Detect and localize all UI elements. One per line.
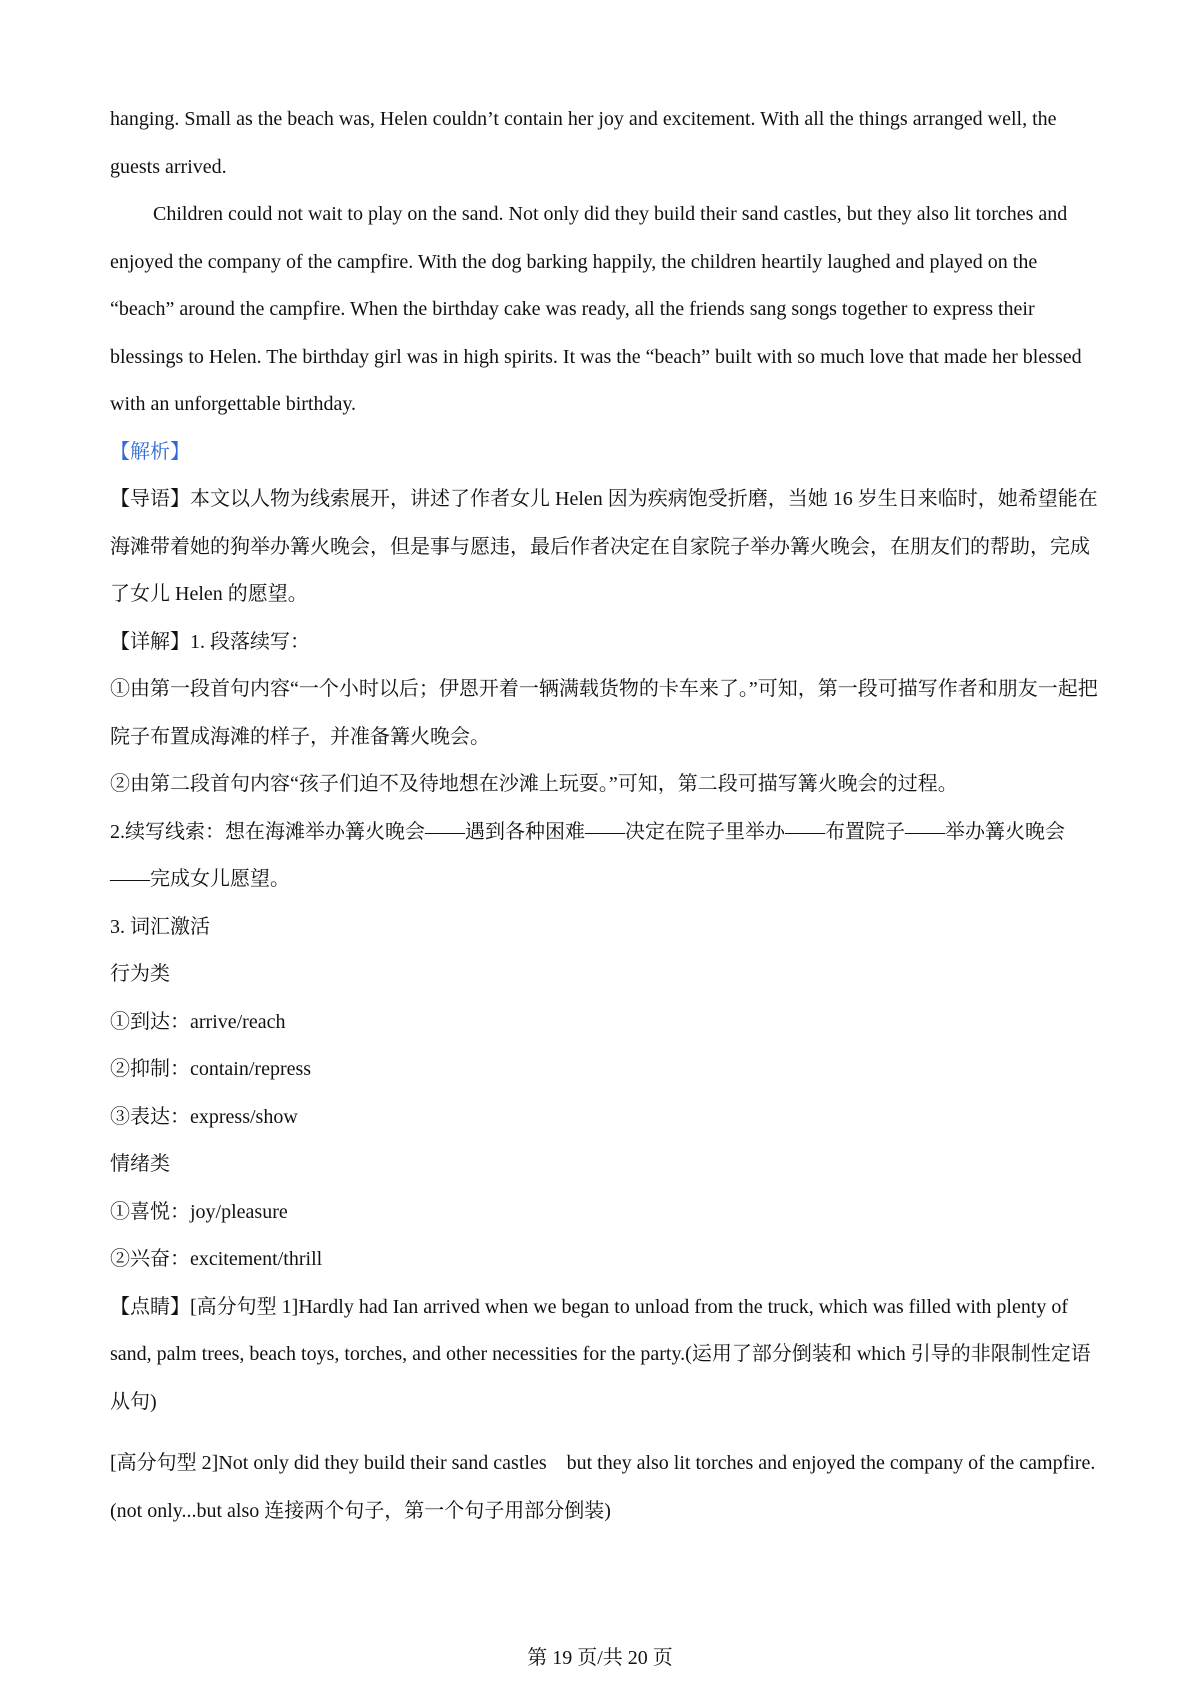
highlight-sentence-2: [高分句型 2]Not only did they build their sand castles but they also lit torches and enjoyed the company of the campfire.(not only...but also 连接两个句子，第一个句子用部分倒装) (110, 1452, 1096, 1522)
story-paragraph-2: Children could not wait to play on the sand. Not only did they build their sand castles, but they also lit torches and enjoyed the company of the campfire. With the dog barking happily, the children heartily laughed and played on the “beach” around the campfire. When the birthday cake was ready, all the friends sang songs together to express their blessings to Helen. The birthday girl was in high spirits. It was the “beach” built with so much love that made her blessed with an unforgettable birthday. (110, 203, 1082, 415)
emotion-item: ②兴奋：excitement/thrill (110, 1248, 323, 1270)
detail-heading: 【详解】1. 段落续写： (110, 630, 310, 653)
emotion-heading: 情绪类 (110, 1153, 170, 1175)
document-body (110, 96, 1100, 1535)
story-paragraph-1: hanging. Small as the beach was, Helen couldn’t contain her joy and excitement. With all the things arranged well, the guests arrived. (110, 108, 1057, 178)
intro-paragraph: 【导语】本文以人物为线索展开，讲述了作者女儿 Helen 因为疾病饱受折磨，当她 16 岁生日来临时，她希望能在海滩带着她的狗举办篝火晚会，但是事与愿违，最后作者决定在自家院子举办篝火晚会，在朋友们的帮助，完成了女儿 Helen 的愿望。 (110, 488, 1098, 605)
behavior-item: ①到达：arrive/reach (110, 1010, 286, 1033)
emotion-item: ①喜悦：joy/pleasure (110, 1200, 288, 1223)
highlight-sentence-1: 【点睛】[高分句型 1]Hardly had Ian arrived when we began to unload from the truck, which was filled with plenty of sand, palm trees, beach toys, torches, and other necessities for the party.(运用了部分倒装和 which 引导的非限制性定语从句) (110, 1295, 1091, 1413)
clue-paragraph: 2.续写线索：想在海滩举办篝火晚会——遇到各种困难——决定在院子里举办——布置院子——举办篝火晚会——完成女儿愿望。 (110, 820, 1065, 890)
analysis-heading: 【解析】 (110, 440, 190, 463)
page-footer (0, 1644, 1200, 1672)
behavior-item: ②抑制：contain/repress (110, 1058, 312, 1080)
behavior-heading: 行为类 (110, 963, 170, 985)
behavior-item: ③表达：express/show (110, 1105, 298, 1128)
page-number: 第 19 页/共 20 页 (527, 1647, 673, 1669)
vocab-heading: 3. 词汇激活 (110, 915, 210, 938)
detail-item-2: ②由第二段首句内容“孩子们迫不及待地想在沙滩上玩耍。”可知，第二段可描写篝火晚会的过程。 (110, 773, 958, 795)
detail-item-1: ①由第一段首句内容“一个小时以后；伊恩开着一辆满载货物的卡车来了。”可知，第一段可描写作者和朋友一起把院子布置成海滩的样子，并准备篝火晚会。 (110, 678, 1098, 748)
